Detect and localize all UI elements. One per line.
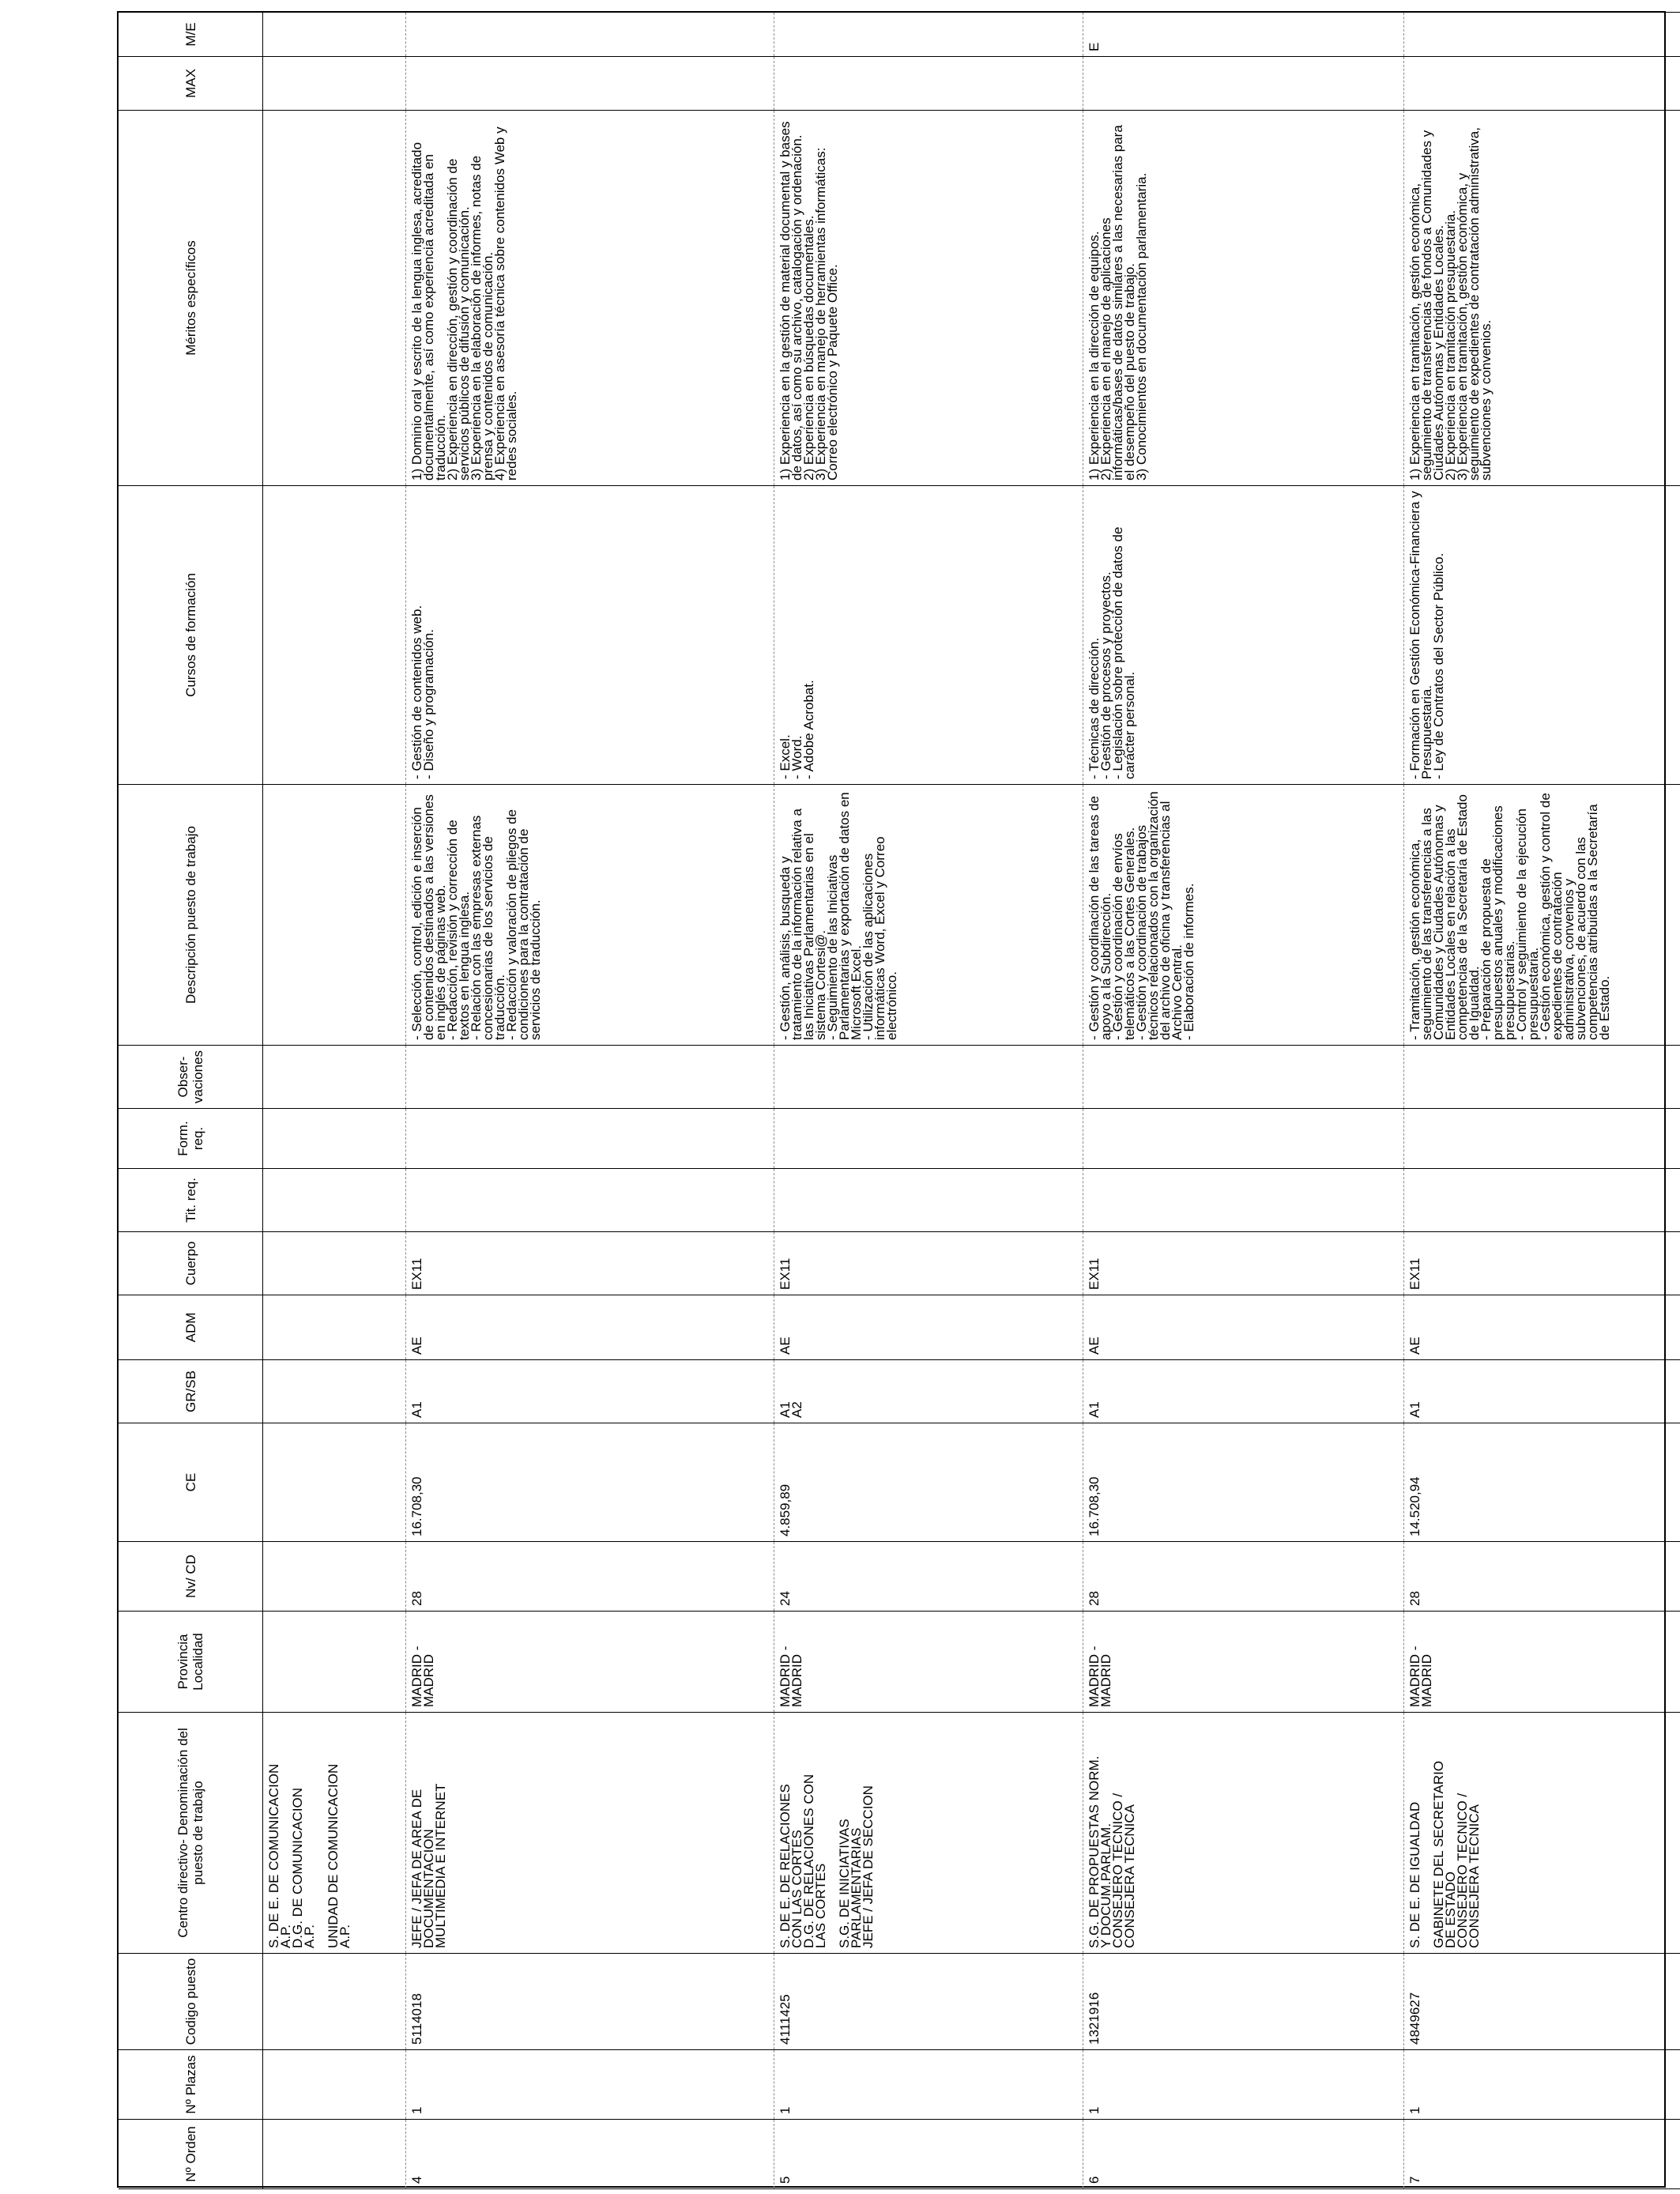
cell-formacion bbox=[1404, 1109, 1680, 1169]
header-observaciones: Obser- vaciones bbox=[119, 1046, 263, 1109]
cell-cuerpo bbox=[263, 1232, 406, 1295]
cell-meritos bbox=[263, 111, 406, 486]
cell-cuerpo: EX11 bbox=[1404, 1232, 1680, 1295]
cell-codigo: 4111425 bbox=[774, 1954, 1083, 2050]
document-sheet bbox=[117, 11, 1666, 2188]
cell-max bbox=[406, 57, 774, 111]
cell-provincia bbox=[263, 1612, 406, 1713]
table-row bbox=[263, 13, 406, 2189]
cell-cursos: - Gestión de contenidos web. - Diseño y programación. bbox=[406, 486, 774, 785]
cell-orden: 5 bbox=[774, 2120, 1083, 2189]
cell-provincia: MADRID - MADRID bbox=[1404, 1612, 1680, 1713]
cell-descripcion: - Gestión, análisis, busqueda y tratamiento de la información relativa a las Iniciativas Parlamentarias en el sistema Cortesi@. - Seguimiento de las Iniciativas Parlamentarias y exportación de datos en Microsoft Excel. - Utilización de las aplicaciones informáticas Word, Excel y Correo electrónico. bbox=[774, 785, 1083, 1046]
header-grupo: GR/SB bbox=[119, 1360, 263, 1423]
table-row bbox=[1083, 13, 1404, 2189]
cell-orden: 7 bbox=[1404, 2120, 1680, 2189]
cell-grupo: A1 bbox=[1404, 1360, 1680, 1423]
cell-plazas: 1 bbox=[1404, 2050, 1680, 2120]
cell-plazas: 1 bbox=[406, 2050, 774, 2120]
header-nivel: Nv/ CD bbox=[119, 1542, 263, 1612]
cell-centro: JEFE / JEFA DE AREA DE DOCUMENTACION MULTIMEDIA E INTERNET bbox=[406, 1713, 774, 1954]
cell-nivel: 28 bbox=[1083, 1542, 1404, 1612]
cell-orden bbox=[263, 2120, 406, 2189]
cell-me bbox=[263, 13, 406, 57]
cell-me bbox=[406, 13, 774, 57]
cell-formacion bbox=[406, 1109, 774, 1169]
cell-ce: 14.520,94 bbox=[1404, 1423, 1680, 1542]
header-ce: CE bbox=[119, 1423, 263, 1542]
cell-observaciones bbox=[263, 1046, 406, 1109]
cell-titulacion bbox=[774, 1169, 1083, 1232]
cell-cuerpo: EX11 bbox=[774, 1232, 1083, 1295]
cell-ce: 16.708,30 bbox=[406, 1423, 774, 1542]
header-cuerpo: Cuerpo bbox=[119, 1232, 263, 1295]
header-formacion: Form. req. bbox=[119, 1109, 263, 1169]
cell-ce bbox=[263, 1423, 406, 1542]
cell-titulacion bbox=[1404, 1169, 1680, 1232]
header-plazas: Nº Plazas bbox=[119, 2050, 263, 2120]
header-centro: Centro directivo- Denominación del puesto de trabajo bbox=[119, 1713, 263, 1954]
cell-observaciones bbox=[1404, 1046, 1680, 1109]
cell-adm: AE bbox=[1404, 1295, 1680, 1360]
cell-formacion bbox=[263, 1109, 406, 1169]
cell-observaciones bbox=[774, 1046, 1083, 1109]
cell-centro: S. DE E. DE COMUNICACION A.P. D.G. DE COMUNICACION A.P. UNIDAD DE COMUNICACION A.P. bbox=[263, 1713, 406, 1954]
cell-observaciones bbox=[406, 1046, 774, 1109]
cell-titulacion bbox=[1083, 1169, 1404, 1232]
cell-codigo bbox=[263, 1954, 406, 2050]
cell-meritos: 1) Experiencia en tramitación, gestión económica, seguimiento de transferencias de fondos a Comunidades y Ciudades Autónomas y Entidades Locales. 2) Experiencia en tramitación presupuestaria. 3) Experiencia en tramitación, gestión económica, y seguimiento de expedientes de contratación administrativa, subvenciones y convenios. bbox=[1404, 111, 1680, 486]
cell-cursos: - Técnicas de dirección. - Gestión de procesos y proyectos. - Legislación sobre protección de datos de carácter personal. bbox=[1083, 486, 1404, 785]
cell-descripcion: - Gestión y coordinación de las tareas de apoyo a la Subdirección. - Gestión y coordinación de envíos telemáticos a las Cortes Generales. - Gestión y coordinación de trabajos técnicos relacionados con la organización del archivo de oficina y transferencias al Archivo Central. - Elaboración de informes. bbox=[1083, 785, 1404, 1046]
cell-titulacion bbox=[263, 1169, 406, 1232]
cell-meritos: 1) Experiencia en la dirección de equipos. 2) Experiencia en el manejo de aplicaciones informáticas/bases de datos similares a las necesarias para el desempeño del puesto de trabajo. 3) Conocimientos en documentación parlamentaria. bbox=[1083, 111, 1404, 486]
cell-codigo: 4849627 bbox=[1404, 1954, 1680, 2050]
header-cursos: Cursos de formación bbox=[119, 486, 263, 785]
cell-formacion bbox=[774, 1109, 1083, 1169]
cell-grupo bbox=[263, 1360, 406, 1423]
header-meritos: Méritos específicos bbox=[119, 111, 263, 486]
puestos-table bbox=[119, 12, 1680, 2189]
cell-max bbox=[774, 57, 1083, 111]
cell-adm: AE bbox=[406, 1295, 774, 1360]
rotated-page bbox=[119, 13, 1667, 2189]
cell-adm: AE bbox=[1083, 1295, 1404, 1360]
cell-adm bbox=[263, 1295, 406, 1360]
cell-cuerpo: EX11 bbox=[406, 1232, 774, 1295]
header-codigo: Codigo puesto bbox=[119, 1954, 263, 2050]
header-max: MAX bbox=[119, 57, 263, 111]
cell-descripcion bbox=[263, 785, 406, 1046]
cell-grupo: A1 bbox=[406, 1360, 774, 1423]
cell-meritos: 1) Dominio oral y escrito de la lengua inglesa, acreditado documentalmente, así como experiencia acreditada en traducción. 2) Experiencia en dirección, gestión y coordinación de servicios públicos de difusión y comunicación. 3) Experiencia en la elaboración de informes, notas de prensa y contenidos de comunicación. 4) Experiencia en asesoría técnica sobre contenidos Web y redes sociales. bbox=[406, 111, 774, 486]
cell-orden: 4 bbox=[406, 2120, 774, 2189]
cell-provincia: MADRID - MADRID bbox=[774, 1612, 1083, 1713]
cell-centro: S. DE E. DE IGUALDAD GABINETE DEL SECRETARIO DE ESTADO CONSEJERO TECNICO / CONSEJERA TECNICA bbox=[1404, 1713, 1680, 1954]
header-titulacion: Tit. req. bbox=[119, 1169, 263, 1232]
table-row bbox=[774, 13, 1083, 2189]
cell-max bbox=[1083, 57, 1404, 111]
cell-max bbox=[1404, 57, 1680, 111]
cell-max bbox=[263, 57, 406, 111]
cell-nivel: 28 bbox=[1404, 1542, 1680, 1612]
header-provincia: Provincia Localidad bbox=[119, 1612, 263, 1713]
cell-centro: S. DE E. DE RELACIONES CON LAS CORTES D.G. DE RELACIONES CON LAS CORTES S.G. DE INICIATIVAS PARLAMENTARIAS JEFE / JEFA DE SECCION bbox=[774, 1713, 1083, 1954]
header-me: M/E bbox=[119, 13, 263, 57]
cell-plazas: 1 bbox=[774, 2050, 1083, 2120]
cell-descripcion: - Tramitación, gestión económica, seguimiento de las transferencias a las Comunidades y Ciudades Autónomas y Entidades Locales en relación a las competencias de la Secretaría de Estado de Igualdad. - Preparación de propuesta de presupuestos anuales y modificaciones presupuestarias. - Control y seguimiento de la ejecución presupuestaria. - Gestión económica, gestión y control de expedientes de contratación administrativa, convenios y subvenciones, de acuerdo con las competencias atribuidas a la Secretaría de Estado. bbox=[1404, 785, 1680, 1046]
cell-nivel bbox=[263, 1542, 406, 1612]
cell-codigo: 5114018 bbox=[406, 1954, 774, 2050]
cell-cursos bbox=[263, 486, 406, 785]
table-row bbox=[1404, 13, 1680, 2189]
cell-cuerpo: EX11 bbox=[1083, 1232, 1404, 1295]
cell-cursos: - Excel. - Word. - Adobe Acrobat. bbox=[774, 486, 1083, 785]
cell-ce: 16.708,30 bbox=[1083, 1423, 1404, 1542]
table-body bbox=[263, 13, 1680, 2189]
cell-formacion bbox=[1083, 1109, 1404, 1169]
cell-cursos: - Formación en Gestión Económica-Financiera y Presupuestaria. - Ley de Contratos del Sector Público. bbox=[1404, 486, 1680, 785]
table-row bbox=[406, 13, 774, 2189]
cell-provincia: MADRID - MADRID bbox=[406, 1612, 774, 1713]
cell-centro: S.G. DE PROPUESTAS NORM. Y DOCUM.PARLAM. CONSEJERO TECNICO / CONSEJERA TECNICA bbox=[1083, 1713, 1404, 1954]
header-row bbox=[119, 13, 263, 2189]
cell-observaciones bbox=[1083, 1046, 1404, 1109]
cell-titulacion bbox=[406, 1169, 774, 1232]
cell-me bbox=[774, 13, 1083, 57]
cell-grupo: A1 bbox=[1083, 1360, 1404, 1423]
cell-meritos: 1) Experiencia en la gestión de material documental y bases de datos, así como su archivo, catalogación y ordenación. 2) Experiencia en búsquedas documentales. 3) Experiencia en manejo de herramientas informáticas: Correo electrónico y Paquete Office. bbox=[774, 111, 1083, 486]
cell-nivel: 28 bbox=[406, 1542, 774, 1612]
cell-plazas: 1 bbox=[1083, 2050, 1404, 2120]
header-descripcion: Descripción puesto de trabajo bbox=[119, 785, 263, 1046]
header-adm: ADM bbox=[119, 1295, 263, 1360]
header-orden: Nº Orden bbox=[119, 2120, 263, 2189]
cell-orden: 6 bbox=[1083, 2120, 1404, 2189]
cell-descripcion: - Selección, control, edición e inserción de contenidos destinados a las versiones en inglés de páginas web. - Redacción, revisión y corrección de textos en lengua inglesa. - Relación con las empresas externas concesionarias de los servicios de traducción. - Redacción y valoración de pliegos de condiciones para la contratación de servicios de traducción. bbox=[406, 785, 774, 1046]
cell-nivel: 24 bbox=[774, 1542, 1083, 1612]
cell-ce: 4.859,89 bbox=[774, 1423, 1083, 1542]
cell-plazas bbox=[263, 2050, 406, 2120]
cell-adm: AE bbox=[774, 1295, 1083, 1360]
cell-grupo: A1 A2 bbox=[774, 1360, 1083, 1423]
cell-provincia: MADRID - MADRID bbox=[1083, 1612, 1404, 1713]
cell-me: E bbox=[1083, 13, 1404, 57]
cell-codigo: 1321916 bbox=[1083, 1954, 1404, 2050]
cell-me bbox=[1404, 13, 1680, 57]
